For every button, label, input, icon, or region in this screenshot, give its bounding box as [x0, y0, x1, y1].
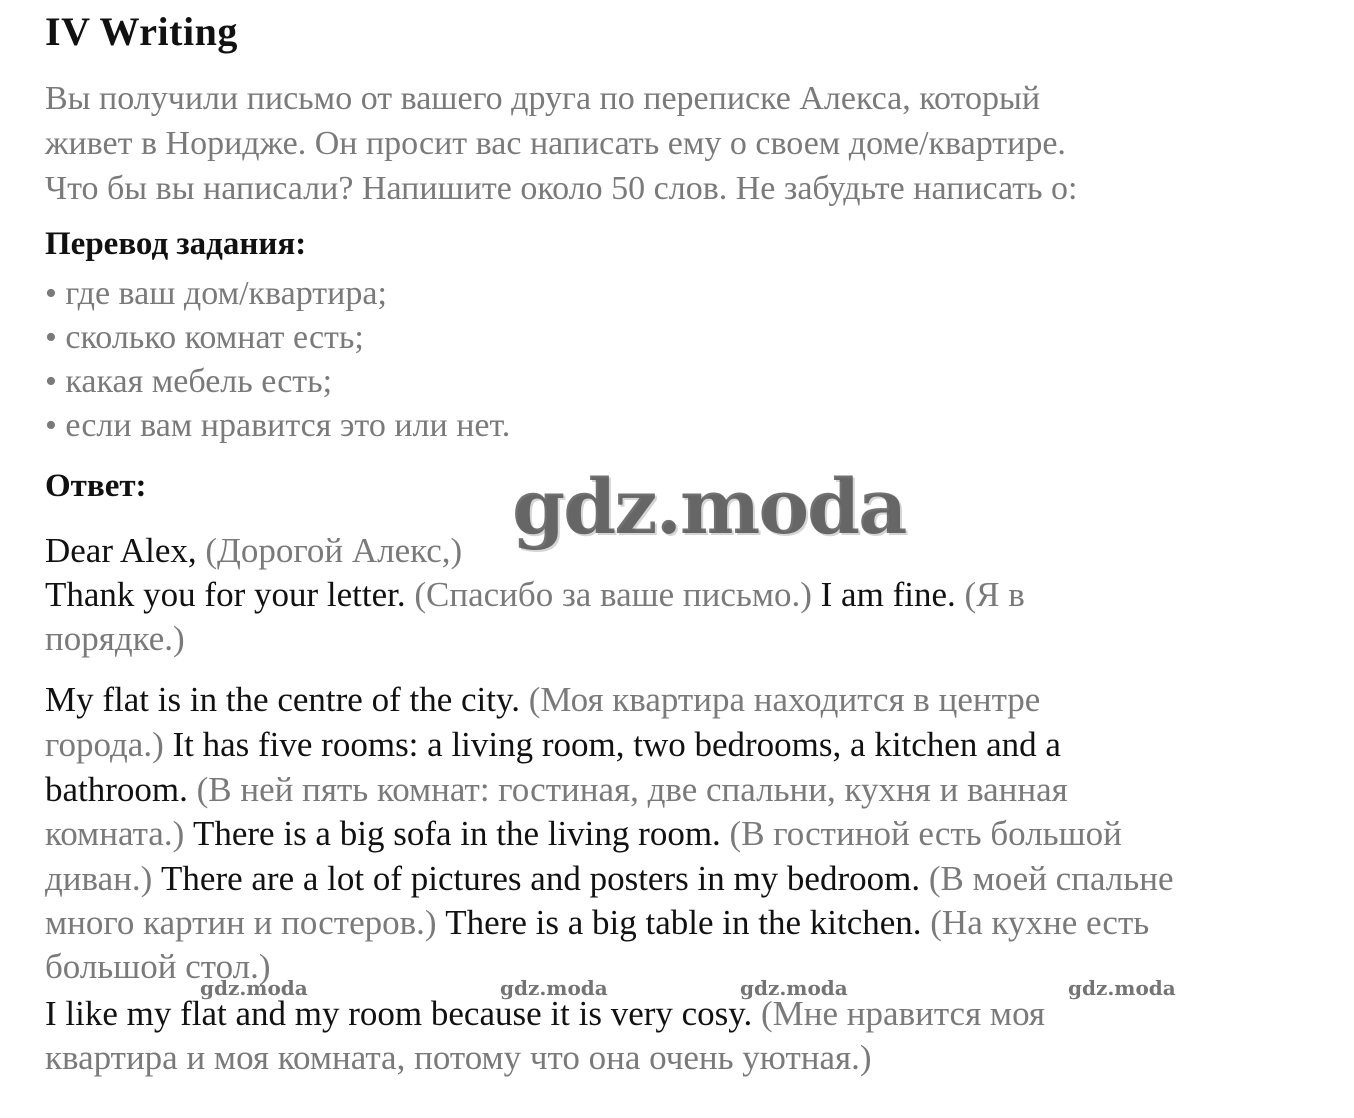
bullet-list [45, 272, 510, 448]
russian-translation: диван.) [45, 859, 162, 898]
answer-line [45, 900, 1149, 945]
russian-translation: (Я в [964, 575, 1025, 614]
answer-line [45, 856, 1174, 901]
answer-line [45, 616, 185, 661]
english-text: There is a big sofa in the living room. [192, 814, 730, 853]
answer-line [45, 767, 1068, 812]
answer-line [45, 528, 462, 573]
task-line: Что бы вы написали? Напишите около 50 слов. Не забудьте написать о: [45, 170, 1078, 207]
russian-translation: (Мне нравится моя [761, 994, 1046, 1033]
english-text: I am fine. [820, 575, 965, 614]
english-text: Dear Alex, [45, 531, 206, 570]
russian-translation: (В ней пять комнат: гостиная, две спальни, кухня и ванная [196, 770, 1068, 809]
answer-line [45, 677, 1040, 722]
answer-line [45, 811, 1122, 856]
watermark-small: gdz.moda [200, 976, 308, 1000]
russian-translation: порядке.) [45, 619, 185, 658]
bullet-item: • если вам нравится это или нет. [45, 407, 511, 444]
english-text: There are a lot of pictures and posters in my bedroom. [161, 859, 929, 898]
russian-translation: большой стол.) [45, 947, 271, 986]
russian-translation: города.) [45, 725, 173, 764]
watermark-small: gdz.moda [500, 976, 608, 1000]
watermark-small: gdz.moda [740, 976, 848, 1000]
bullet-item: • где ваш дом/квартира; [45, 275, 387, 312]
section-title: IV Writing [45, 9, 238, 54]
russian-translation: (На кухне есть [930, 903, 1150, 942]
english-text: It has five rooms: a living room, two bedrooms, a kitchen and a [172, 725, 1061, 764]
russian-translation: квартира и моя комната, потому что она очень уютная.) [45, 1038, 872, 1077]
english-text: There is a big table in the kitchen. [445, 903, 931, 942]
task-line: живет в Нoридже. Он просит вас написать ему о своем доме/квартире. [45, 125, 1066, 162]
watermark-logo: gdz.moda [512, 462, 906, 551]
task-line: Вы получили письмо от вашего друга по переписке Алекса, который [45, 80, 1041, 117]
answer-line [45, 572, 1025, 617]
russian-translation: много картин и постеров.) [45, 903, 446, 942]
russian-translation: (В гостиной есть большой [729, 814, 1122, 853]
russian-translation: (Моя квартира находится в центре [528, 680, 1041, 719]
task-text [45, 76, 1305, 211]
bullet-item: • сколько комнат есть; [45, 319, 364, 356]
bullet-item: • какая мебель есть; [45, 363, 333, 400]
english-text: My flat is in the centre of the city. [45, 680, 529, 719]
russian-translation: (Дорогой Алекс,) [205, 531, 463, 570]
english-text: bathroom. [45, 770, 197, 809]
english-text: I like my flat and my room because it is very cosy. [45, 994, 762, 1033]
translation-heading: Перевод задания: [45, 226, 307, 262]
english-text: Thank you for your letter. [45, 575, 415, 614]
russian-translation: комната.) [45, 814, 193, 853]
watermark-small: gdz.moda [1068, 976, 1176, 1000]
russian-translation: (Спасибо за ваше письмо.) [414, 575, 821, 614]
answer-line [45, 722, 1061, 767]
answer-heading: Ответ: [45, 468, 147, 504]
russian-translation: (В моей спальне [928, 859, 1174, 898]
answer-line [45, 1035, 872, 1080]
